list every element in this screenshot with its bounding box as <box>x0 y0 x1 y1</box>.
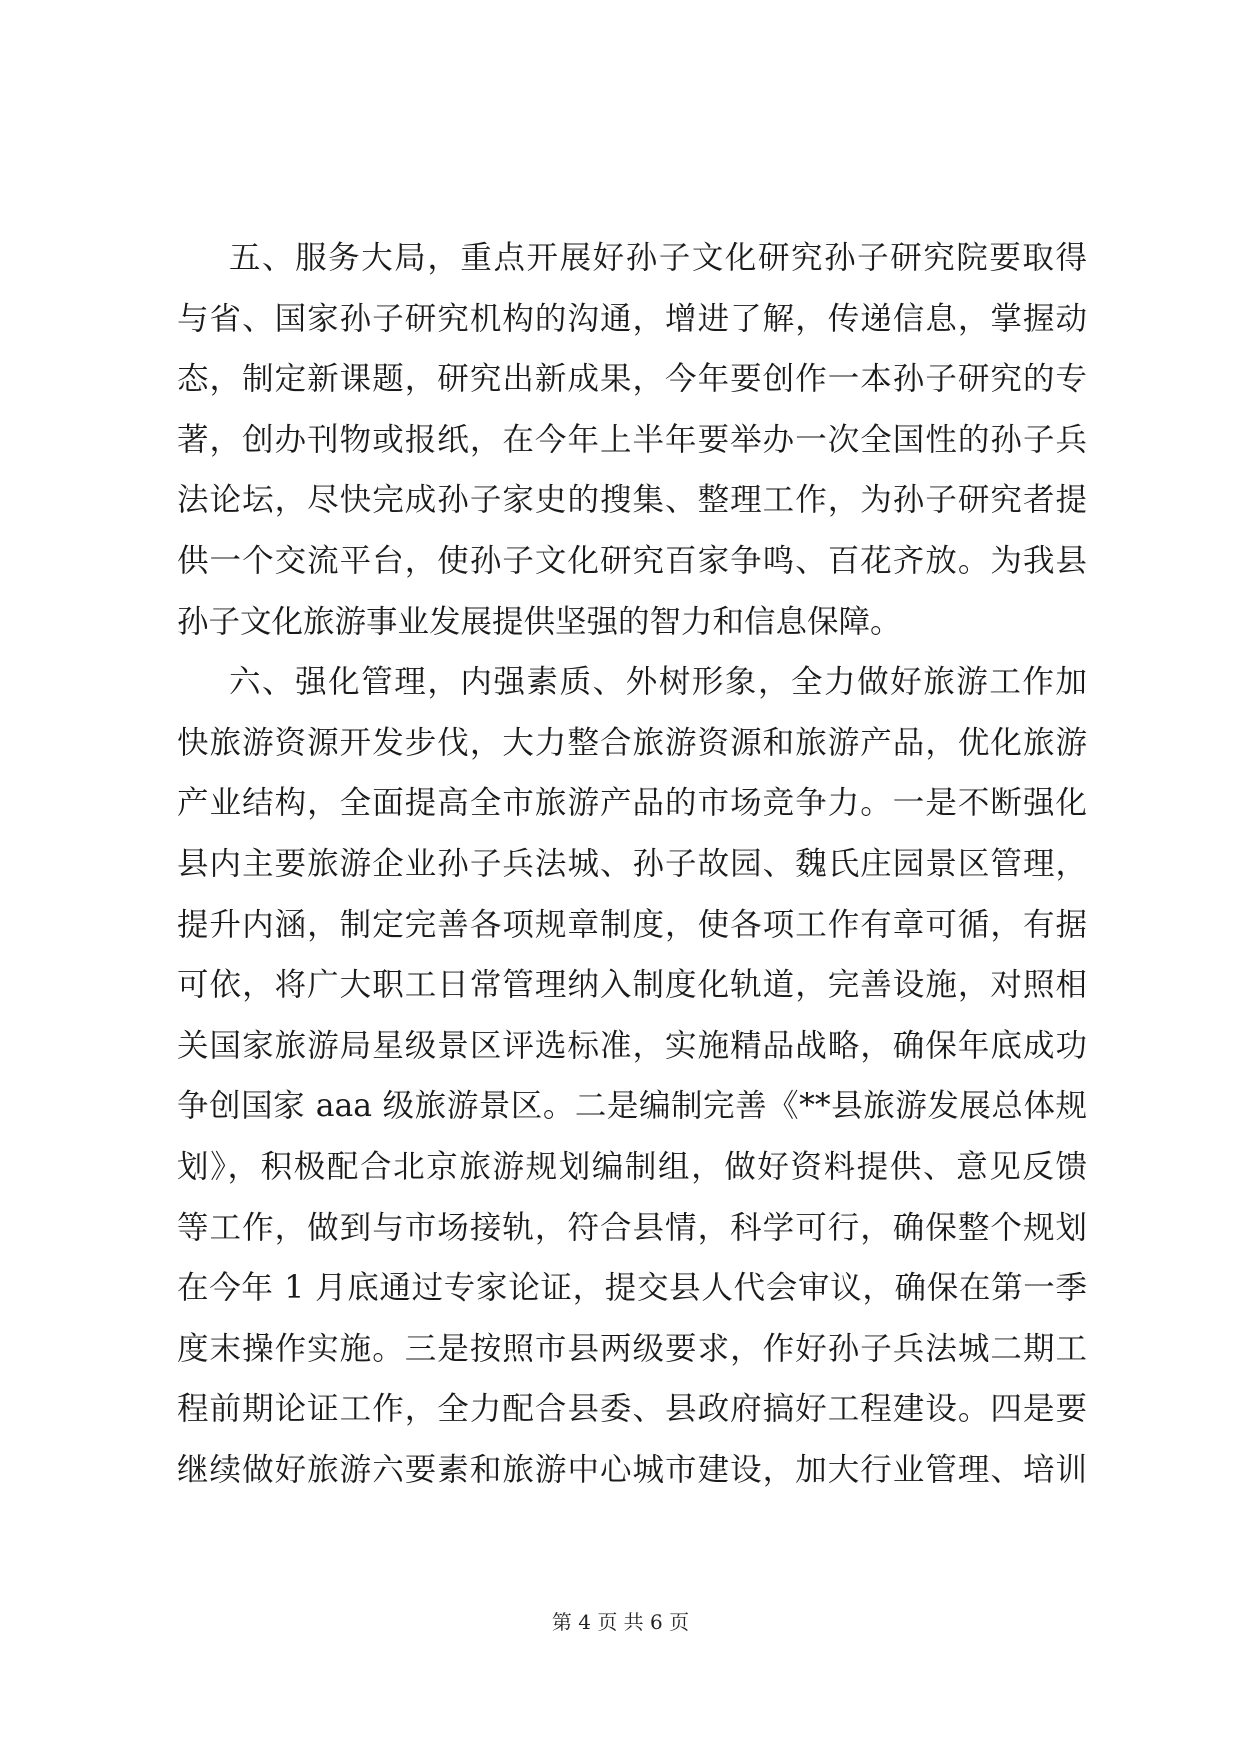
text-line: 产业结构，全面提高全市旅游产品的市场竞争力。一是不断强化 <box>177 785 1087 822</box>
text-line: 六、强化管理，内强素质、外树形象，全力做好旅游工作加 <box>229 664 1087 701</box>
text-line: 孙子文化旅游事业发展提供坚强的智力和信息保障。 <box>177 603 902 640</box>
text-line: 在今年 1 月底通过专家论证，提交县人代会审议，确保在第一季 <box>177 1270 1087 1307</box>
page-footer <box>0 1606 1241 1635</box>
text-line: 关国家旅游局星级景区评选标准，实施精品战略，确保年底成功 <box>177 1027 1087 1064</box>
body-text <box>177 228 1087 1500</box>
text-line: 供一个交流平台，使孙子文化研究百家争鸣、百花齐放。为我县 <box>177 542 1087 579</box>
text-line: 程前期论证工作，全力配合县委、县政府搞好工程建设。四是要 <box>177 1391 1087 1428</box>
text-line: 可依，将广大职工日常管理纳入制度化轨道，完善设施，对照相 <box>177 967 1087 1004</box>
text-line: 度末操作实施。三是按照市县两级要求，作好孙子兵法城二期工 <box>177 1330 1087 1367</box>
text-line: 等工作，做到与市场接轨，符合县情，科学可行，确保整个规划 <box>177 1209 1087 1246</box>
text-line: 五、服务大局，重点开展好孙子文化研究孙子研究院要取得 <box>229 240 1087 276</box>
text-line: 法论坛，尽快完成孙子家史的搜集、整理工作，为孙子研究者提 <box>177 482 1087 519</box>
text-line: 提升内涵，制定完善各项规章制度，使各项工作有章可循，有据 <box>177 906 1087 943</box>
text-line: 县内主要旅游企业孙子兵法城、孙子故园、魏氏庄园景区管理， <box>177 845 1087 882</box>
text-line: 继续做好旅游六要素和旅游中心城市建设，加大行业管理、培训 <box>177 1451 1087 1488</box>
text-line: 与省、国家孙子研究机构的沟通，增进了解，传递信息，掌握动 <box>177 300 1087 337</box>
page-number-label: 第 4 页 共 6 页 <box>551 1610 690 1634</box>
text-line: 态，制定新课题，研究出新成果，今年要创作一本孙子研究的专 <box>177 361 1087 398</box>
text-line: 著，创办刊物或报纸，在今年上半年要举办一次全国性的孙子兵 <box>177 421 1087 458</box>
text-line: 快旅游资源开发步伐，大力整合旅游资源和旅游产品，优化旅游 <box>177 724 1087 761</box>
text-line: 争创国家 aaa 级旅游景区。二是编制完善《**县旅游发展总体规 <box>177 1088 1087 1125</box>
text-line: 划》，积极配合北京旅游规划编制组，做好资料提供、意见反馈 <box>177 1148 1087 1185</box>
